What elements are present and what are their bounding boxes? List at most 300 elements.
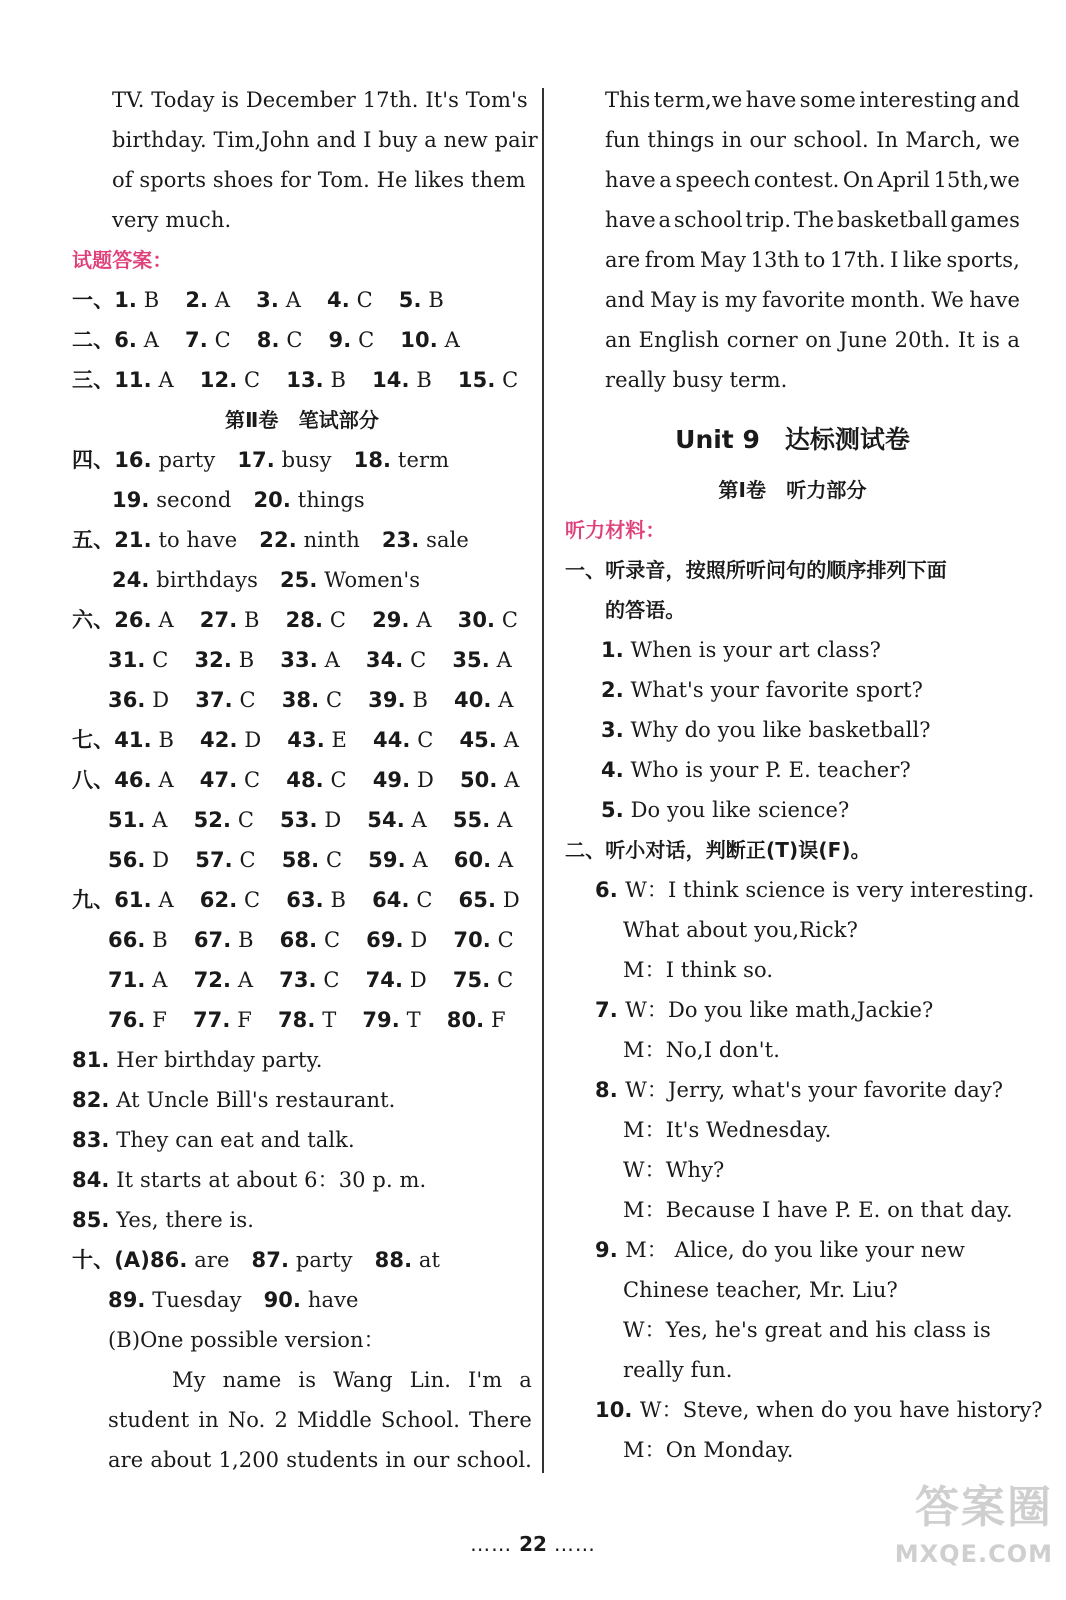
answer-value: C bbox=[490, 928, 514, 952]
answer-number: 18. bbox=[353, 448, 392, 472]
dialogue-line bbox=[565, 870, 1035, 910]
word: 2 bbox=[274, 1408, 288, 1432]
answer-value: Tuesday bbox=[145, 1288, 242, 1312]
part-prefix: 一、 bbox=[72, 288, 115, 312]
answer-item bbox=[257, 320, 303, 360]
answer-number: 56. bbox=[108, 848, 146, 872]
answer-number: 68. bbox=[279, 928, 318, 952]
answer-number: 15. bbox=[457, 368, 496, 392]
answer-number: 7. bbox=[185, 328, 208, 352]
answer-value: birthdays bbox=[149, 568, 258, 592]
section-two-title: 二、听小对话，判断正(T)误(F)。 bbox=[565, 838, 871, 862]
answer-value: B bbox=[323, 368, 347, 392]
answer-item bbox=[286, 880, 346, 920]
answer-number: 73. bbox=[279, 968, 317, 992]
answer-item bbox=[194, 640, 254, 680]
word: students bbox=[286, 1448, 379, 1472]
answer-number: 25. bbox=[279, 568, 318, 592]
answer-number: 85. bbox=[72, 1208, 110, 1232]
answer-number: 1. bbox=[114, 288, 137, 312]
word: like bbox=[903, 248, 942, 272]
listening-question bbox=[565, 670, 1020, 710]
question-text: When is your art class? bbox=[623, 638, 882, 662]
answer-item bbox=[108, 1000, 167, 1040]
answer-item bbox=[279, 960, 339, 1000]
answer-text: They can eat and talk. bbox=[109, 1128, 355, 1152]
answer-value: C bbox=[323, 768, 347, 792]
word: 15th,we bbox=[933, 168, 1020, 192]
answer-number: 16. bbox=[114, 448, 152, 472]
answer-item bbox=[454, 680, 514, 720]
answer-text: Yes, there is. bbox=[109, 1208, 254, 1232]
answer-item bbox=[108, 920, 168, 960]
answer-value: A bbox=[151, 888, 174, 912]
answer-item bbox=[200, 720, 261, 760]
answer-item bbox=[373, 720, 433, 760]
answer-item bbox=[114, 280, 159, 320]
answer-item bbox=[112, 480, 231, 520]
answer-item bbox=[114, 440, 215, 480]
answer-value: B bbox=[145, 928, 168, 952]
word: 17th. bbox=[829, 248, 886, 272]
answers-label: 试题答案： bbox=[72, 248, 173, 272]
written-section-heading: 第Ⅱ卷 笔试部分 bbox=[225, 408, 379, 432]
answer-number: 47. bbox=[199, 768, 238, 792]
answer-row bbox=[72, 360, 532, 400]
answer-item bbox=[362, 1000, 420, 1040]
answer-number: 33. bbox=[280, 648, 318, 672]
answer-value: term bbox=[391, 448, 450, 472]
answer-item bbox=[282, 680, 342, 720]
word: in bbox=[385, 1448, 406, 1472]
answer-value: C bbox=[232, 688, 256, 712]
answer-item bbox=[399, 280, 444, 320]
part-prefix: 三、 bbox=[72, 368, 115, 392]
word: in bbox=[198, 1408, 219, 1432]
answer-number: 5. bbox=[398, 288, 422, 312]
answer-value: A bbox=[496, 728, 520, 752]
essay-line bbox=[565, 120, 1020, 160]
answer-item bbox=[256, 280, 301, 320]
question-number: 5. bbox=[601, 798, 624, 822]
word: May bbox=[650, 288, 697, 312]
answer-number: 37. bbox=[195, 688, 233, 712]
sample-version-label: (B)One possible version： bbox=[108, 1328, 385, 1352]
short-answer bbox=[72, 1040, 532, 1080]
answer-value: F bbox=[230, 1008, 252, 1032]
answer-number: 72. bbox=[193, 968, 232, 992]
dialogue-text: M：It's Wednesday. bbox=[623, 1118, 832, 1142]
dialogue-line bbox=[565, 1310, 1020, 1350]
short-answer bbox=[72, 1160, 532, 1200]
answer-number: 86. bbox=[149, 1248, 188, 1272]
answer-row bbox=[72, 880, 532, 920]
dialogue-text: What about you,Rick? bbox=[623, 918, 858, 942]
answer-value: A bbox=[437, 328, 460, 352]
answer-number: 29. bbox=[372, 608, 410, 632]
answer-value: T bbox=[399, 1008, 421, 1032]
word: a bbox=[519, 1368, 532, 1392]
answer-number: 17. bbox=[237, 448, 275, 472]
answer-item bbox=[458, 360, 518, 400]
answer-row bbox=[72, 320, 532, 360]
answer-item bbox=[447, 1000, 506, 1040]
answer-value: C bbox=[323, 608, 347, 632]
question-text: Why do you like basketball? bbox=[623, 718, 931, 742]
section-one-title-cont: 的答语。 bbox=[605, 598, 686, 622]
answer-item bbox=[459, 720, 519, 760]
unit-title: Unit 9 达标测试卷 bbox=[675, 425, 910, 454]
answer-row bbox=[72, 720, 532, 760]
answer-item bbox=[195, 840, 255, 880]
answer-number: 53. bbox=[280, 808, 318, 832]
answer-row bbox=[72, 1000, 532, 1040]
word: The bbox=[793, 208, 835, 232]
dialogue-text: W：Why? bbox=[623, 1158, 725, 1182]
passage-line: of sports shoes for Tom. He likes them bbox=[112, 168, 526, 192]
answer-item bbox=[400, 320, 460, 360]
word: name bbox=[222, 1368, 282, 1392]
word: have bbox=[969, 288, 1020, 312]
word: a bbox=[658, 208, 672, 232]
answer-item bbox=[278, 1000, 336, 1040]
word: school. bbox=[793, 128, 869, 152]
word: and bbox=[605, 288, 645, 312]
essay-line bbox=[565, 200, 1020, 240]
answer-number: 74. bbox=[365, 968, 404, 992]
answer-value: D bbox=[403, 968, 427, 992]
listening-section-heading: 第Ⅰ卷 听力部分 bbox=[718, 478, 867, 502]
answer-item bbox=[108, 1280, 242, 1320]
answer-number: 58. bbox=[281, 848, 320, 872]
part-prefix: 二、 bbox=[72, 328, 115, 352]
dialogue-number: 6. bbox=[595, 878, 626, 902]
dialogue-text: Chinese teacher, Mr. Liu? bbox=[623, 1278, 898, 1302]
answer-number: 21. bbox=[114, 528, 152, 552]
answer-number: 6. bbox=[114, 328, 137, 352]
dialogue-line bbox=[565, 1230, 1020, 1270]
answer-item bbox=[185, 320, 231, 360]
word: an bbox=[605, 328, 632, 352]
answer-value: C bbox=[349, 288, 373, 312]
answer-number: 22. bbox=[259, 528, 297, 552]
short-answer bbox=[72, 1200, 532, 1240]
word: Wang bbox=[333, 1368, 393, 1392]
question-number: 2. bbox=[601, 678, 624, 702]
answer-number: 48. bbox=[286, 768, 324, 792]
answer-item bbox=[453, 920, 513, 960]
answer-item bbox=[194, 800, 254, 840]
answer-number: 45. bbox=[459, 728, 497, 752]
answer-value: C bbox=[410, 728, 434, 752]
answer-value: to have bbox=[151, 528, 238, 552]
essay-line: really busy term. bbox=[605, 368, 788, 392]
word: 20th. bbox=[894, 328, 951, 352]
passage-line: TV. Today is December 17th. It's Tom's bbox=[112, 88, 528, 112]
answer-item bbox=[150, 1240, 230, 1280]
word: about bbox=[150, 1448, 212, 1472]
answer-text: It starts at about 6：30 p. m. bbox=[109, 1168, 427, 1192]
dialogue-text: M：No,I don't. bbox=[623, 1038, 780, 1062]
answer-number: 84. bbox=[72, 1168, 110, 1192]
answer-item bbox=[108, 640, 168, 680]
dialogue-text: M： Alice, do you like your new bbox=[625, 1238, 965, 1262]
word: On bbox=[842, 168, 874, 192]
part-prefix: 八、 bbox=[72, 768, 115, 792]
answer-value: have bbox=[301, 1288, 359, 1312]
answer-item bbox=[373, 760, 434, 800]
answer-item bbox=[366, 640, 426, 680]
answer-value: A bbox=[489, 648, 512, 672]
column-divider bbox=[542, 88, 544, 1473]
word: This bbox=[605, 88, 651, 112]
answer-row bbox=[72, 680, 532, 720]
answer-item bbox=[286, 760, 346, 800]
dialogue-line bbox=[565, 1430, 1020, 1470]
answer-number: 50. bbox=[459, 768, 498, 792]
word: speech bbox=[675, 168, 751, 192]
answer-number: 49. bbox=[372, 768, 411, 792]
part-prefix: 五、 bbox=[72, 528, 115, 552]
answer-item bbox=[200, 880, 260, 920]
answer-number: 59. bbox=[368, 848, 406, 872]
answer-number: 90. bbox=[263, 1288, 302, 1312]
answer-value: A bbox=[497, 768, 520, 792]
answer-item bbox=[108, 800, 168, 840]
essay-line bbox=[565, 320, 1020, 360]
answer-value: C bbox=[237, 368, 261, 392]
answer-item bbox=[329, 320, 375, 360]
essay-line bbox=[565, 80, 1020, 120]
word: May bbox=[699, 248, 747, 272]
answer-number: 75. bbox=[452, 968, 491, 992]
answer-row bbox=[72, 760, 532, 800]
dialogue-text: W：Steve, when do you have history? bbox=[639, 1398, 1043, 1422]
answer-value: D bbox=[317, 808, 342, 832]
dialogue-line bbox=[565, 1150, 1020, 1190]
answer-number: 51. bbox=[108, 808, 146, 832]
passage-line: very much. bbox=[112, 208, 232, 232]
answer-number: 4. bbox=[327, 288, 350, 312]
left-column bbox=[72, 80, 538, 1480]
answer-number: 81. bbox=[72, 1048, 110, 1072]
answer-value: D bbox=[145, 688, 170, 712]
answer-item bbox=[194, 960, 254, 1000]
word: are bbox=[605, 248, 641, 272]
answer-item bbox=[200, 360, 260, 400]
word: 13th bbox=[750, 248, 800, 272]
answer-value: C bbox=[409, 888, 433, 912]
dialogue-line bbox=[565, 1350, 1020, 1390]
word: 1,200 bbox=[218, 1448, 280, 1472]
part-prefix: 九、 bbox=[72, 888, 115, 912]
answer-number: 61. bbox=[114, 888, 152, 912]
answer-number: 9. bbox=[328, 328, 352, 352]
answer-value: C bbox=[351, 328, 375, 352]
essay-line bbox=[565, 160, 1020, 200]
essay-line bbox=[565, 240, 1020, 280]
answer-item bbox=[368, 680, 428, 720]
answer-number: 87. bbox=[251, 1248, 290, 1272]
answer-value: C bbox=[237, 888, 261, 912]
word: to bbox=[804, 248, 826, 272]
answer-item bbox=[460, 760, 520, 800]
answer-value: A bbox=[491, 848, 514, 872]
answer-value: B bbox=[151, 728, 175, 752]
word: our bbox=[412, 1448, 450, 1472]
answer-number: 89. bbox=[108, 1288, 146, 1312]
essay-line bbox=[72, 1440, 532, 1480]
word: from bbox=[644, 248, 696, 272]
answer-item bbox=[194, 920, 254, 960]
word: Middle bbox=[297, 1408, 372, 1432]
dialogue-number: 9. bbox=[595, 1238, 626, 1262]
answer-value: things bbox=[290, 488, 365, 512]
answer-number: 20. bbox=[253, 488, 291, 512]
answer-number: 11. bbox=[114, 368, 152, 392]
answer-number: 43. bbox=[287, 728, 325, 752]
word: some bbox=[799, 88, 856, 112]
answer-row bbox=[72, 1280, 532, 1320]
dialogue-text: really fun. bbox=[623, 1358, 733, 1382]
answer-number: 26. bbox=[114, 608, 152, 632]
answer-value: C bbox=[495, 368, 519, 392]
word: There bbox=[469, 1408, 532, 1432]
word: School. bbox=[380, 1408, 460, 1432]
answer-value: T bbox=[315, 1008, 337, 1032]
answer-number: 30. bbox=[457, 608, 496, 632]
answer-item bbox=[453, 960, 513, 1000]
answer-value: B bbox=[409, 368, 432, 392]
answer-number: 60. bbox=[453, 848, 492, 872]
word: is bbox=[982, 328, 1000, 352]
answer-row bbox=[72, 600, 532, 640]
word: things bbox=[647, 128, 715, 152]
dialogue-text: M：On Monday. bbox=[623, 1438, 794, 1462]
word: and bbox=[980, 88, 1020, 112]
dialogue-line bbox=[565, 1030, 1020, 1070]
word: my bbox=[724, 288, 757, 312]
part-prefix: 七、 bbox=[72, 728, 115, 752]
listening-question bbox=[565, 710, 1020, 750]
answer-item bbox=[108, 680, 169, 720]
answer-item bbox=[286, 360, 346, 400]
answer-number: 64. bbox=[372, 888, 410, 912]
word: favorite bbox=[762, 288, 846, 312]
answer-item bbox=[458, 600, 518, 640]
answer-value: A bbox=[405, 848, 428, 872]
answer-item bbox=[366, 920, 427, 960]
answer-value: A bbox=[317, 648, 340, 672]
word: trip. bbox=[745, 208, 792, 232]
answer-value: D bbox=[403, 928, 428, 952]
answer-value: A bbox=[137, 328, 160, 352]
short-answer bbox=[72, 1120, 532, 1160]
answer-value: second bbox=[149, 488, 232, 512]
dialogue-text: W：Jerry, what's your favorite day? bbox=[625, 1078, 1004, 1102]
answer-number: 28. bbox=[285, 608, 324, 632]
word: school. bbox=[456, 1448, 532, 1472]
answer-value: sale bbox=[419, 528, 469, 552]
answer-value: A bbox=[151, 608, 174, 632]
question-text: What's your favorite sport? bbox=[623, 678, 924, 702]
answer-number: 3. bbox=[256, 288, 279, 312]
answer-value: D bbox=[410, 768, 434, 792]
answer-value: B bbox=[405, 688, 428, 712]
word: It bbox=[957, 328, 975, 352]
answer-number: 13. bbox=[286, 368, 324, 392]
question-text: Who is your P. E. teacher? bbox=[623, 758, 911, 782]
answer-item bbox=[280, 640, 340, 680]
answer-item bbox=[264, 1280, 359, 1320]
word: June bbox=[838, 328, 888, 352]
answer-value: Women's bbox=[317, 568, 421, 592]
answer-item bbox=[372, 600, 432, 640]
answer-number: 23. bbox=[381, 528, 420, 552]
answer-value: C bbox=[232, 848, 256, 872]
answer-row bbox=[72, 480, 532, 520]
answer-value: C bbox=[316, 968, 340, 992]
answer-value: A bbox=[208, 288, 231, 312]
answer-item bbox=[286, 600, 346, 640]
answer-number: 36. bbox=[108, 688, 146, 712]
word: a bbox=[1007, 328, 1020, 352]
answer-number: 55. bbox=[452, 808, 491, 832]
answer-value: C bbox=[490, 968, 514, 992]
answer-item bbox=[114, 520, 237, 560]
answer-number: 38. bbox=[281, 688, 320, 712]
answer-item bbox=[112, 560, 258, 600]
word: My bbox=[172, 1368, 206, 1392]
word: games bbox=[950, 208, 1020, 232]
word: I bbox=[890, 248, 899, 272]
essay-line bbox=[565, 280, 1020, 320]
listening-question bbox=[565, 790, 1020, 830]
answer-value: C bbox=[495, 608, 519, 632]
word: I'm bbox=[468, 1368, 503, 1392]
answer-value: A bbox=[145, 808, 168, 832]
word: March, bbox=[905, 128, 983, 152]
dialogue-line bbox=[565, 910, 1020, 950]
answer-number: 10. bbox=[400, 328, 438, 352]
answer-number: 39. bbox=[368, 688, 406, 712]
answer-value: C bbox=[145, 648, 169, 672]
answer-item bbox=[200, 760, 260, 800]
answer-item bbox=[280, 920, 340, 960]
answer-row bbox=[72, 280, 532, 320]
answer-number: 2. bbox=[185, 288, 209, 312]
answer-item bbox=[354, 440, 450, 480]
dialogue-line bbox=[565, 950, 1020, 990]
dialogue-line bbox=[565, 1390, 1043, 1430]
answer-value: C bbox=[319, 848, 343, 872]
word: have bbox=[605, 168, 656, 192]
answer-value: C bbox=[403, 648, 427, 672]
passage-line: birthday. Tim,John and I buy a new pair bbox=[112, 128, 538, 152]
answer-item bbox=[327, 280, 373, 320]
answer-row bbox=[72, 840, 532, 880]
answer-item bbox=[287, 720, 347, 760]
answer-value: B bbox=[231, 928, 254, 952]
section-one-title: 一、听录音，按照所听问句的顺序排列下面 bbox=[565, 558, 947, 582]
answer-item bbox=[382, 520, 469, 560]
answer-item bbox=[114, 880, 174, 920]
answer-number: 46. bbox=[114, 768, 152, 792]
question-number: 1. bbox=[601, 638, 624, 662]
answer-value: busy bbox=[274, 448, 332, 472]
word: term,we bbox=[653, 88, 743, 112]
answer-item bbox=[114, 320, 159, 360]
